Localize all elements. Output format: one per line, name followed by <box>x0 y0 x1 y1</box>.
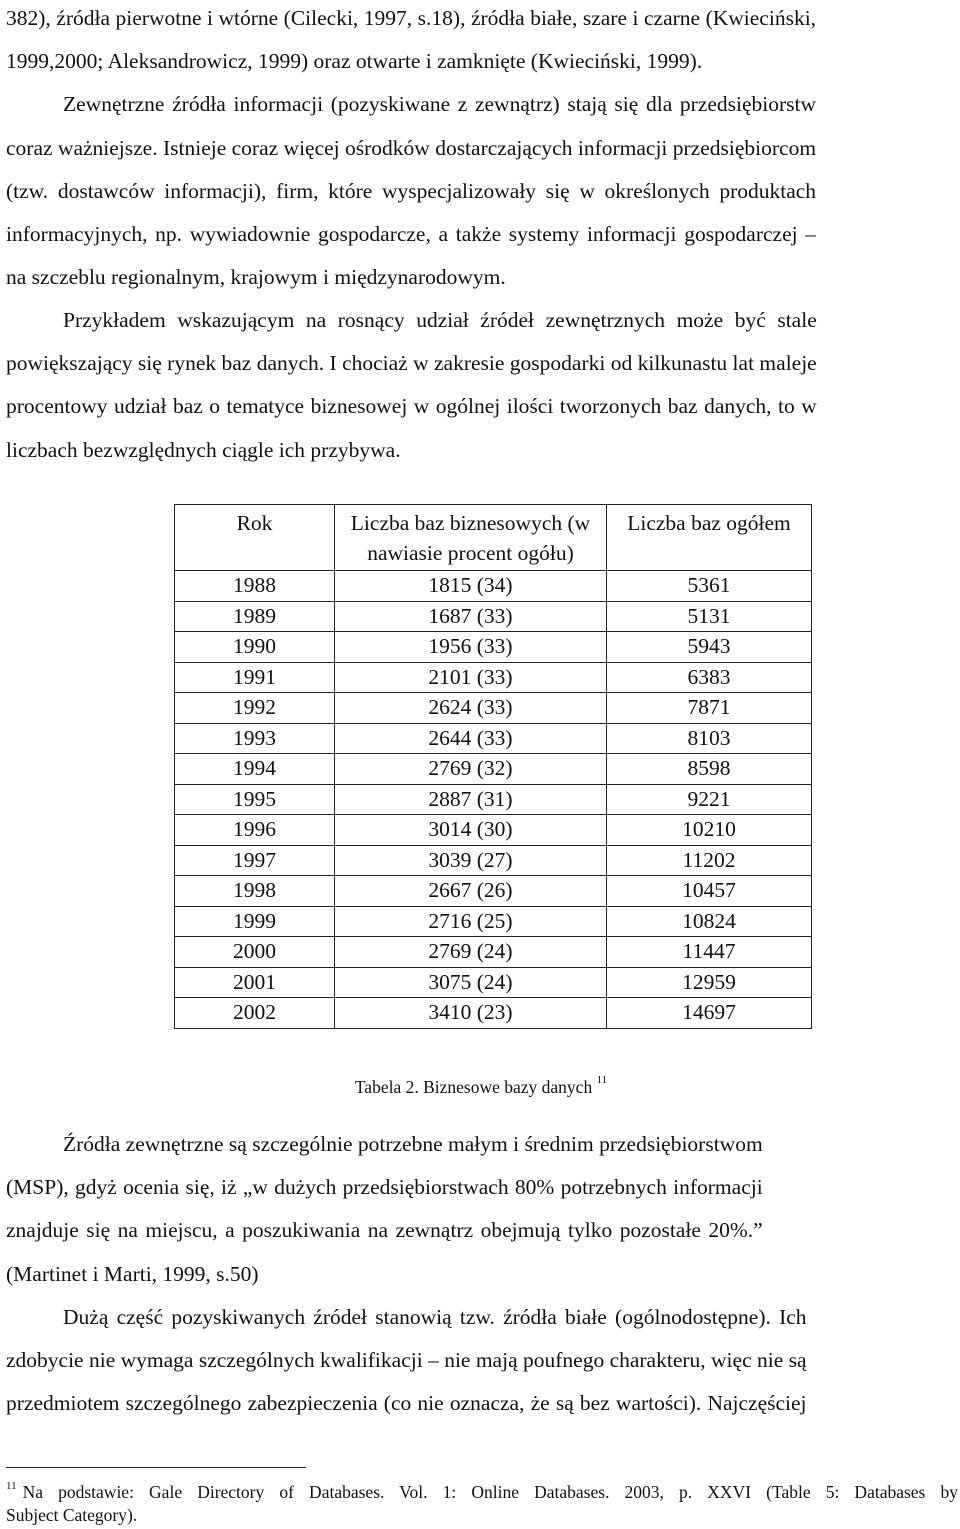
cell-total-count: 9221 <box>607 784 812 815</box>
table-body <box>175 571 812 1029</box>
cell-total-count: 12959 <box>607 967 812 998</box>
cell-business-count: 2101 (33) <box>335 662 607 693</box>
cell-total-count: 11447 <box>607 937 812 968</box>
table-row <box>175 906 812 937</box>
cell-business-count: 2716 (25) <box>335 906 607 937</box>
paragraph-sources <box>6 0 816 299</box>
table-header-row <box>175 505 812 571</box>
table-row <box>175 754 812 785</box>
text-line: zdobycie nie wymaga szczególnych kwalifikacji – nie mają poufnego charakteru, więc nie są <box>6 1348 807 1373</box>
cell-year: 1993 <box>175 723 335 754</box>
cell-business-count: 2769 (32) <box>335 754 607 785</box>
cell-year: 2001 <box>175 967 335 998</box>
cell-business-count: 1815 (34) <box>335 571 607 602</box>
footnote-line: Subject Category). <box>6 1504 138 1525</box>
cell-business-count: 3075 (24) <box>335 967 607 998</box>
cell-total-count: 10457 <box>607 876 812 907</box>
text-line: przedmiotem szczególnego zabezpieczenia (co nie oznacza, że są bez wartości). Najczęściej <box>6 1391 807 1416</box>
cell-year: 2000 <box>175 937 335 968</box>
column-header-total-count: Liczba baz ogółem <box>607 505 812 571</box>
cell-year: 1999 <box>175 906 335 937</box>
text-line: Przykładem wskazującym na rosnący udział źródeł zewnętrznych może być stale <box>63 308 817 332</box>
text-line: Dużą część pozyskiwanych źródeł stanowią tzw. źródła białe (ogólnodostępne). Ich <box>63 1305 807 1329</box>
cell-total-count: 5943 <box>607 632 812 663</box>
table-caption <box>6 1071 956 1099</box>
cell-business-count: 3014 (30) <box>335 815 607 846</box>
table-row <box>175 784 812 815</box>
text-line: na szczeblu regionalnym, krajowym i międzynarodowym. <box>6 265 506 290</box>
cell-total-count: 10210 <box>607 815 812 846</box>
cell-year: 1997 <box>175 845 335 876</box>
text-line: powiększający się rynek baz danych. I chociaż w zakresie gospodarki od kilkunastu lat maleje <box>6 351 817 376</box>
table-row <box>175 845 812 876</box>
table-row <box>175 998 812 1029</box>
table-row <box>175 632 812 663</box>
cell-business-count: 2644 (33) <box>335 723 607 754</box>
paragraph-white-sources <box>6 1296 807 1426</box>
text-line: coraz ważniejsze. Istnieje coraz więcej ośrodków dostarczających informacji przedsiębiorcom <box>6 135 817 160</box>
text-line: (MSP), gdyż ocenia się, iż „w dużych przedsiębiorstwach 80% potrzebnych informacji <box>6 1175 763 1200</box>
footnote-number: 11 <box>6 1480 17 1492</box>
footnote-separator <box>6 1467 306 1468</box>
cell-year: 1994 <box>175 754 335 785</box>
paragraph-msp <box>6 1123 763 1296</box>
footnote <box>6 1477 958 1527</box>
cell-total-count: 5361 <box>607 571 812 602</box>
cell-year: 2002 <box>175 998 335 1029</box>
cell-total-count: 10824 <box>607 906 812 937</box>
cell-business-count: 2667 (26) <box>335 876 607 907</box>
table-row <box>175 571 812 602</box>
cell-total-count: 8103 <box>607 723 812 754</box>
business-databases-table <box>174 504 812 1029</box>
table-row <box>175 662 812 693</box>
cell-year: 1996 <box>175 815 335 846</box>
paragraph-database-market <box>6 299 817 472</box>
cell-business-count: 1687 (33) <box>335 601 607 632</box>
text-line: informacyjnych, np. wywiadownie gospodarcze, a także systemy informacji gospodarczej – <box>6 222 817 247</box>
text-line: Źródła zewnętrzne są szczególnie potrzebne małym i średnim przedsiębiorstwom <box>63 1132 763 1156</box>
table-row <box>175 815 812 846</box>
text-line: Zewnętrzne źródła informacji (pozyskiwane z zewnątrz) stają się dla przedsiębiorstw <box>63 92 817 117</box>
cell-business-count: 2887 (31) <box>335 784 607 815</box>
cell-total-count: 8598 <box>607 754 812 785</box>
text-line: (Martinet i Marti, 1999, s.50) <box>6 1261 259 1286</box>
cell-year: 1991 <box>175 662 335 693</box>
column-header-business-count: Liczba baz biznesowych (w nawiasie procent ogółu) <box>335 505 607 571</box>
text-line: procentowy udział baz o tematyce biznesowej w ogólnej ilości tworzonych baz danych, to w <box>6 394 817 419</box>
cell-business-count: 3039 (27) <box>335 845 607 876</box>
cell-year: 1989 <box>175 601 335 632</box>
cell-total-count: 7871 <box>607 693 812 724</box>
text-line: 382), źródła pierwotne i wtórne (Cilecki, 1997, s.18), źródła białe, szare i czarne (Kwieciński, <box>6 6 817 30</box>
table-row <box>175 876 812 907</box>
cell-total-count: 5131 <box>607 601 812 632</box>
cell-business-count: 2624 (33) <box>335 693 607 724</box>
cell-year: 1988 <box>175 571 335 602</box>
table-row <box>175 937 812 968</box>
table-row <box>175 723 812 754</box>
cell-year: 1995 <box>175 784 335 815</box>
cell-total-count: 14697 <box>607 998 812 1029</box>
text-line: znajduje się na miejscu, a poszukiwania na zewnątrz obejmują tylko pozostałe 20%.” <box>6 1218 763 1243</box>
cell-year: 1998 <box>175 876 335 907</box>
footnote-text: Na podstawie: Gale Directory of Databases. Vol. 1: Online Databases. 2003, p. XXVI (Table 5: Databases by <box>22 1481 958 1502</box>
cell-total-count: 11202 <box>607 845 812 876</box>
table-row <box>175 601 812 632</box>
caption-text: Tabela 2. Biznesowe bazy danych <box>354 1076 593 1097</box>
cell-business-count: 2769 (24) <box>335 937 607 968</box>
cell-business-count: 1956 (33) <box>335 632 607 663</box>
text-line: liczbach bezwzględnych ciągle ich przybywa. <box>6 437 401 462</box>
footnote-line <box>6 1477 958 1504</box>
cell-total-count: 6383 <box>607 662 812 693</box>
text-line: (tzw. dostawców informacji), firm, które wyspecjalizowały się w określonych produktach <box>6 178 817 203</box>
column-header-year: Rok <box>175 505 335 571</box>
text-line: 1999,2000; Aleksandrowicz, 1999) oraz otwarte i zamknięte (Kwieciński, 1999). <box>6 49 703 74</box>
cell-year: 1992 <box>175 693 335 724</box>
table-row <box>175 967 812 998</box>
cell-business-count: 3410 (23) <box>335 998 607 1029</box>
caption-footnote-ref: 11 <box>596 1074 608 1086</box>
cell-year: 1990 <box>175 632 335 663</box>
table-row <box>175 693 812 724</box>
